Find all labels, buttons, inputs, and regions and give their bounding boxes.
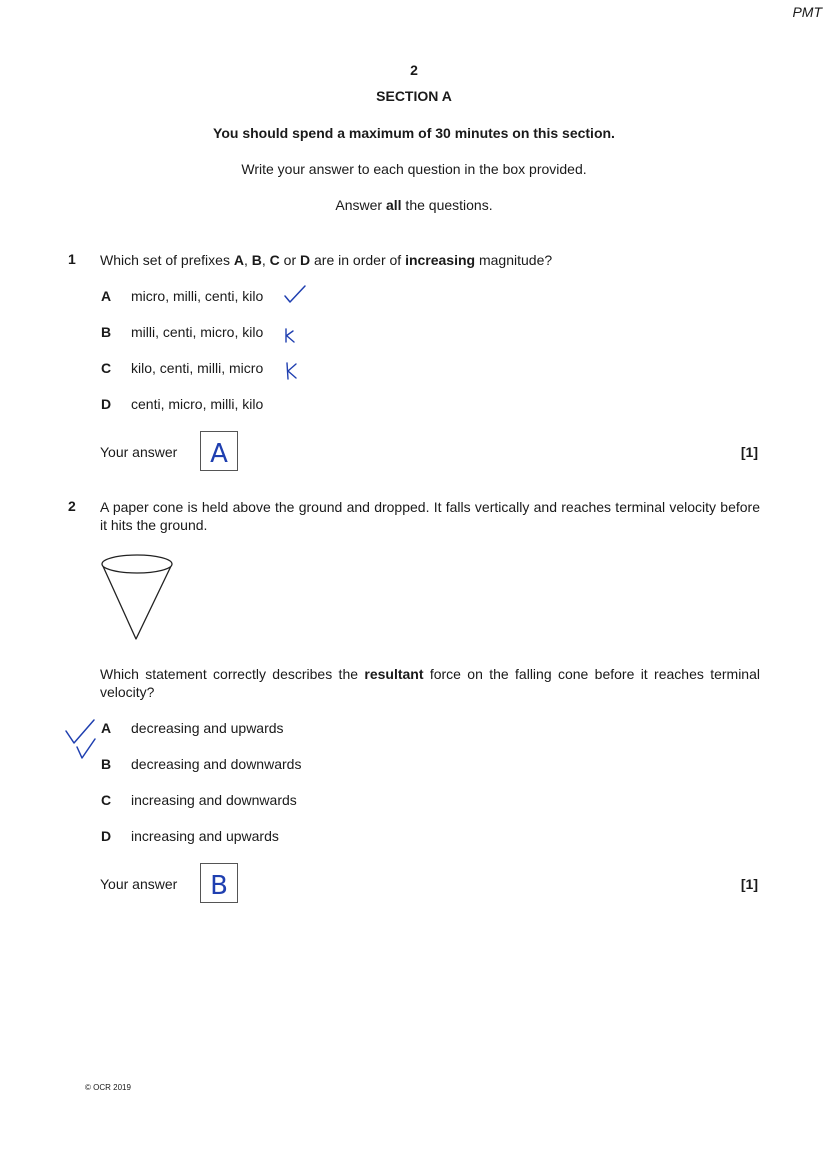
- q2-question-pre: Which statement correctly describes the: [100, 666, 365, 682]
- paper-cone-diagram: [100, 553, 174, 641]
- q2-option-b-text: decreasing and downwards: [131, 756, 302, 772]
- answer-all-post: the questions.: [401, 197, 493, 213]
- copyright-footer: © OCR 2019: [85, 1083, 131, 1092]
- q2-number: 2: [68, 498, 76, 514]
- section-title: SECTION A: [376, 88, 452, 104]
- q1-stem: [100, 251, 552, 269]
- q1-option-c-text: kilo, centi, milli, micro: [131, 360, 264, 376]
- q2-answer-value: B: [210, 871, 228, 901]
- q1-option-c-letter: C: [101, 360, 112, 376]
- q1-answer-box[interactable]: [200, 431, 238, 471]
- q1-option-b-text: milli, centi, micro, kilo: [131, 324, 264, 340]
- q1-option-a-text: micro, milli, centi, kilo: [131, 288, 264, 304]
- q2-option-d-letter: D: [101, 828, 112, 844]
- q2-option-c-text: increasing and downwards: [131, 792, 297, 808]
- q1-stem-part: ,: [261, 252, 270, 268]
- q2-question-post: force on the falling cone before it reaches terminal velocity?: [100, 666, 760, 700]
- q1-stem-part: Which set of prefixes: [100, 252, 234, 268]
- q1-answer-value: A: [210, 439, 228, 469]
- q2-question-bold: resultant: [364, 666, 424, 682]
- q2-your-answer-label: Your answer: [100, 876, 178, 892]
- q2-answer-box[interactable]: [200, 863, 238, 903]
- pmt-label: PMT: [792, 4, 822, 20]
- q2-option-c-letter: C: [101, 792, 112, 808]
- page-number: 2: [410, 62, 418, 78]
- answer-all-bold: all: [385, 197, 402, 213]
- tick-mark-icon: [284, 285, 306, 303]
- q1-option-d-text: centi, micro, milli, kilo: [131, 396, 264, 412]
- q2-stem: A paper cone is held above the ground and dropped. It falls vertically and reaches terminal velocity before it hits the ground.: [100, 499, 760, 533]
- q1-number: 1: [68, 251, 76, 267]
- q1-stem-part: A: [233, 252, 244, 268]
- q1-your-answer-label: Your answer: [100, 444, 178, 460]
- cross-mark-icon: [284, 362, 298, 380]
- q1-stem-part: ,: [243, 252, 252, 268]
- q1-option-a-letter: A: [101, 288, 112, 304]
- q1-stem-part: C: [269, 252, 280, 268]
- q1-marks: [1]: [740, 444, 758, 460]
- q2-option-b-letter: B: [101, 756, 112, 772]
- q1-stem-part: D: [300, 252, 311, 268]
- q1-option-b-letter: B: [101, 324, 112, 340]
- q1-stem-part: B: [251, 252, 262, 268]
- q2-option-a-text: decreasing and upwards: [131, 720, 284, 736]
- q1-stem-part: are in order of: [310, 252, 406, 268]
- q1-option-d-letter: D: [101, 396, 112, 412]
- q2-question: [100, 665, 760, 701]
- double-tick-mark-icon: [64, 719, 100, 761]
- answer-all-instruction: [0, 197, 828, 213]
- q2-option-a-letter: A: [101, 720, 112, 736]
- q1-stem-part: magnitude?: [475, 252, 553, 268]
- q1-stem-part: increasing: [405, 252, 476, 268]
- q2-marks: [1]: [740, 876, 758, 892]
- time-instruction: You should spend a maximum of 30 minutes on this section.: [213, 125, 615, 141]
- write-instruction: Write your answer to each question in the box provided.: [241, 161, 587, 177]
- answer-all-pre: Answer: [335, 197, 386, 213]
- q2-option-d-text: increasing and upwards: [131, 828, 279, 844]
- cross-mark-icon: [284, 328, 296, 344]
- q1-stem-part: or: [279, 252, 300, 268]
